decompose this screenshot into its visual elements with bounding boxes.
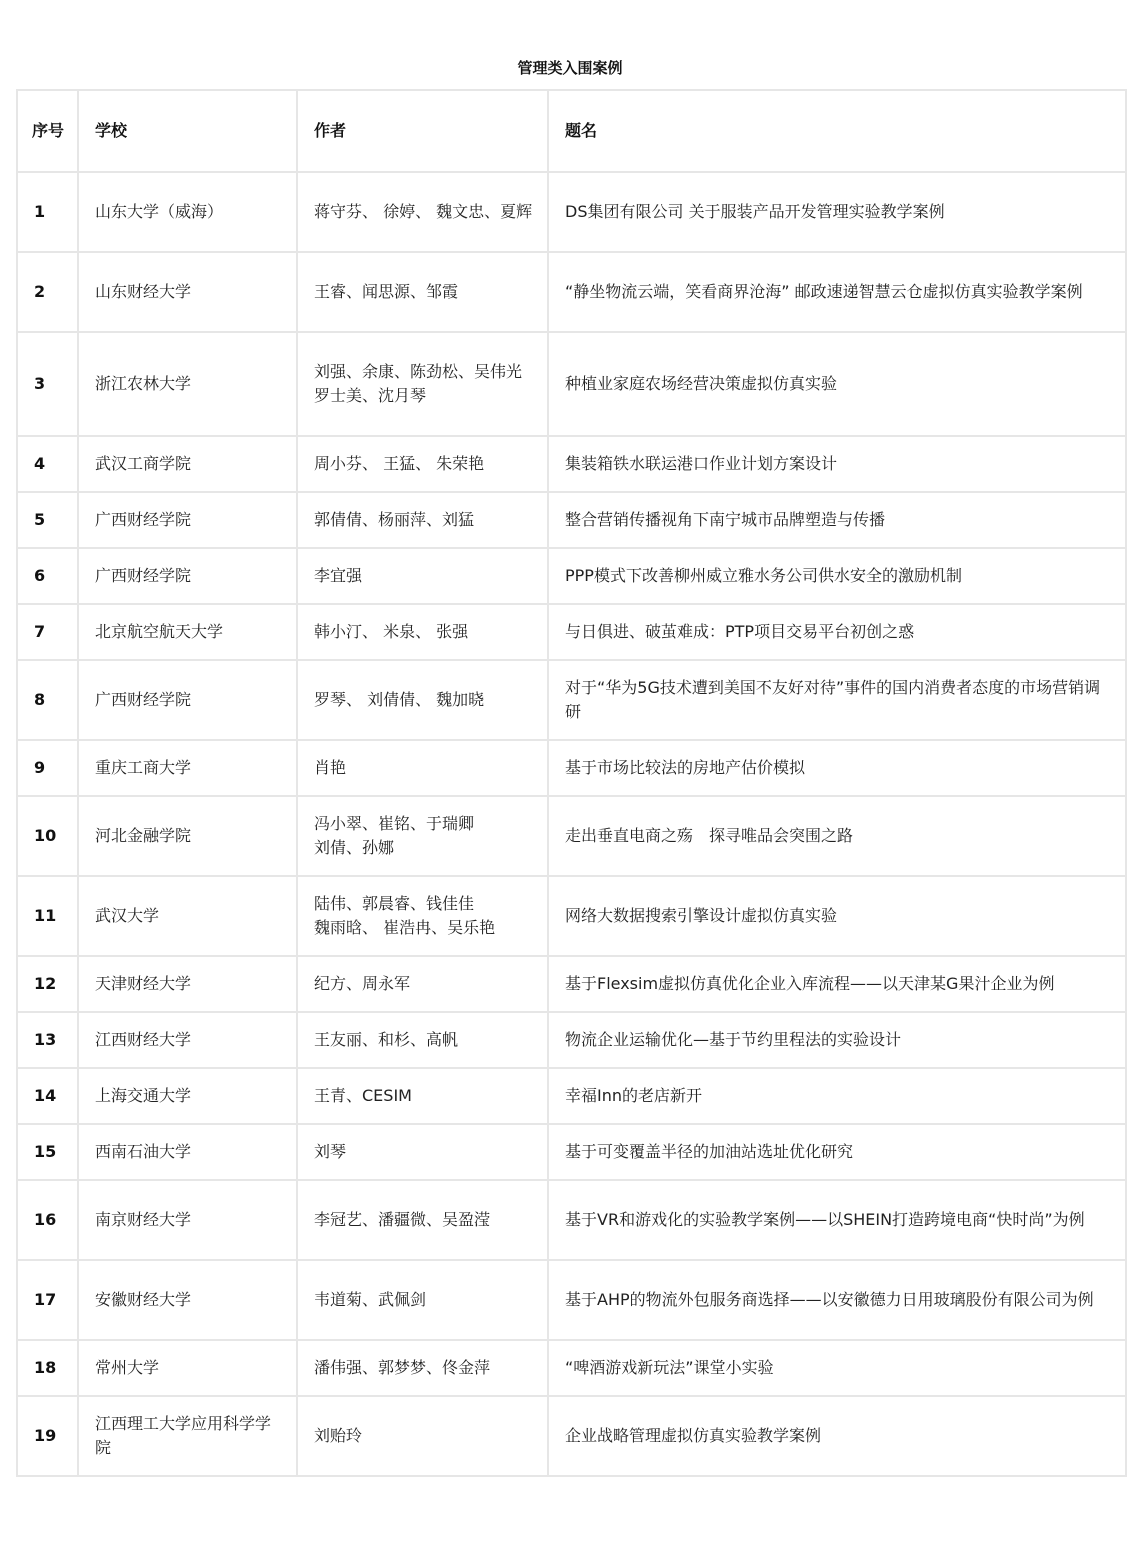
row-school: 天津财经大学 bbox=[78, 956, 297, 1012]
table-row bbox=[17, 796, 1126, 876]
table-row bbox=[17, 660, 1126, 740]
row-school: 上海交通大学 bbox=[78, 1068, 297, 1124]
row-author: 刘琴 bbox=[297, 1124, 548, 1180]
row-author: 陆伟、郭晨睿、钱佳佳 魏雨晗、 崔浩冉、吴乐艳 bbox=[297, 876, 548, 956]
table-row bbox=[17, 1124, 1126, 1180]
row-school: 广西财经学院 bbox=[78, 492, 297, 548]
row-title: 种植业家庭农场经营决策虚拟仿真实验 bbox=[548, 332, 1126, 436]
table-row bbox=[17, 740, 1126, 796]
header-school: 学校 bbox=[78, 90, 297, 172]
row-author: 刘贻玲 bbox=[297, 1396, 548, 1476]
row-no: 15 bbox=[17, 1124, 78, 1180]
row-school: 西南石油大学 bbox=[78, 1124, 297, 1180]
row-school: 武汉工商学院 bbox=[78, 436, 297, 492]
row-title: 集装箱铁水联运港口作业计划方案设计 bbox=[548, 436, 1126, 492]
table-row bbox=[17, 1260, 1126, 1340]
row-no: 12 bbox=[17, 956, 78, 1012]
table-row bbox=[17, 1340, 1126, 1396]
row-author: 肖艳 bbox=[297, 740, 548, 796]
row-no: 10 bbox=[17, 796, 78, 876]
row-school: 广西财经学院 bbox=[78, 660, 297, 740]
row-school: 南京财经大学 bbox=[78, 1180, 297, 1260]
row-school: 浙江农林大学 bbox=[78, 332, 297, 436]
row-no: 8 bbox=[17, 660, 78, 740]
row-no: 11 bbox=[17, 876, 78, 956]
row-no: 5 bbox=[17, 492, 78, 548]
row-author: 蒋守芬、 徐婷、 魏文忠、夏辉 bbox=[297, 172, 548, 252]
row-title: 基于可变覆盖半径的加油站选址优化研究 bbox=[548, 1124, 1126, 1180]
row-title: 基于Flexsim虚拟仿真优化企业入库流程——以天津某G果汁企业为例 bbox=[548, 956, 1126, 1012]
row-title: DS集团有限公司 关于服装产品开发管理实验教学案例 bbox=[548, 172, 1126, 252]
row-title: 基于AHP的物流外包服务商选择——以安徽德力日用玻璃股份有限公司为例 bbox=[548, 1260, 1126, 1340]
header-author: 作者 bbox=[297, 90, 548, 172]
row-author: 王青、CESIM bbox=[297, 1068, 548, 1124]
row-title: 基于市场比较法的房地产估价模拟 bbox=[548, 740, 1126, 796]
row-school: 北京航空航天大学 bbox=[78, 604, 297, 660]
row-school: 山东大学（威海） bbox=[78, 172, 297, 252]
page-title: 管理类入围案例 bbox=[517, 59, 623, 77]
row-no: 7 bbox=[17, 604, 78, 660]
table-row bbox=[17, 1180, 1126, 1260]
row-title: 幸福Inn的老店新开 bbox=[548, 1068, 1126, 1124]
row-school: 武汉大学 bbox=[78, 876, 297, 956]
row-no: 6 bbox=[17, 548, 78, 604]
table-row bbox=[17, 876, 1126, 956]
row-author: 李宜强 bbox=[297, 548, 548, 604]
row-no: 17 bbox=[17, 1260, 78, 1340]
row-school: 山东财经大学 bbox=[78, 252, 297, 332]
row-author: 刘强、余康、陈劲松、吴伟光 罗士美、沈月琴 bbox=[297, 332, 548, 436]
row-no: 2 bbox=[17, 252, 78, 332]
table-row bbox=[17, 956, 1126, 1012]
table-row bbox=[17, 172, 1126, 252]
row-title: 整合营销传播视角下南宁城市品牌塑造与传播 bbox=[548, 492, 1126, 548]
table-row bbox=[17, 252, 1126, 332]
table-row bbox=[17, 1068, 1126, 1124]
row-title: 对于“华为5G技术遭到美国不友好对待”事件的国内消费者态度的市场营销调研 bbox=[548, 660, 1126, 740]
row-title: 企业战略管理虚拟仿真实验教学案例 bbox=[548, 1396, 1126, 1476]
row-school: 江西理工大学应用科学学院 bbox=[78, 1396, 297, 1476]
row-author: 王睿、闻思源、邹霞 bbox=[297, 252, 548, 332]
row-author: 李冠艺、潘疆微、吴盈滢 bbox=[297, 1180, 548, 1260]
row-author: 冯小翠、崔铭、于瑞卿 刘倩、孙娜 bbox=[297, 796, 548, 876]
row-school: 常州大学 bbox=[78, 1340, 297, 1396]
row-no: 18 bbox=[17, 1340, 78, 1396]
row-author: 郭倩倩、杨丽萍、刘猛 bbox=[297, 492, 548, 548]
row-school: 河北金融学院 bbox=[78, 796, 297, 876]
row-author: 王友丽、和杉、高帆 bbox=[297, 1012, 548, 1068]
row-title: PPP模式下改善柳州威立雅水务公司供水安全的激励机制 bbox=[548, 548, 1126, 604]
row-school: 安徽财经大学 bbox=[78, 1260, 297, 1340]
row-author: 纪方、周永军 bbox=[297, 956, 548, 1012]
row-no: 9 bbox=[17, 740, 78, 796]
row-title: “静坐物流云端，笑看商界沧海” 邮政速递智慧云仓虚拟仿真实验教学案例 bbox=[548, 252, 1126, 332]
row-school: 重庆工商大学 bbox=[78, 740, 297, 796]
row-no: 13 bbox=[17, 1012, 78, 1068]
row-author: 韩小汀、 米泉、 张强 bbox=[297, 604, 548, 660]
table-row bbox=[17, 332, 1126, 436]
case-table bbox=[16, 89, 1127, 1477]
row-author: 潘伟强、郭梦梦、佟金萍 bbox=[297, 1340, 548, 1396]
row-no: 4 bbox=[17, 436, 78, 492]
row-title: “啤酒游戏新玩法”课堂小实验 bbox=[548, 1340, 1126, 1396]
row-no: 14 bbox=[17, 1068, 78, 1124]
row-title: 物流企业运输优化—基于节约里程法的实验设计 bbox=[548, 1012, 1126, 1068]
row-title: 与日俱进、破茧难成：PTP项目交易平台初创之惑 bbox=[548, 604, 1126, 660]
row-title: 基于VR和游戏化的实验教学案例——以SHEIN打造跨境电商“快时尚”为例 bbox=[548, 1180, 1126, 1260]
row-no: 16 bbox=[17, 1180, 78, 1260]
header-title: 题名 bbox=[548, 90, 1126, 172]
header-no: 序号 bbox=[17, 90, 78, 172]
row-author: 罗琴、 刘倩倩、 魏加晓 bbox=[297, 660, 548, 740]
table-row bbox=[17, 436, 1126, 492]
row-author: 韦道菊、武佩剑 bbox=[297, 1260, 548, 1340]
row-title: 走出垂直电商之殇 探寻唯品会突围之路 bbox=[548, 796, 1126, 876]
table-header-row bbox=[17, 90, 1126, 172]
row-author: 周小芬、 王猛、 朱荣艳 bbox=[297, 436, 548, 492]
row-no: 19 bbox=[17, 1396, 78, 1476]
row-no: 1 bbox=[17, 172, 78, 252]
table-row bbox=[17, 604, 1126, 660]
row-school: 广西财经学院 bbox=[78, 548, 297, 604]
row-school: 江西财经大学 bbox=[78, 1012, 297, 1068]
row-no: 3 bbox=[17, 332, 78, 436]
table-row bbox=[17, 1012, 1126, 1068]
table-row bbox=[17, 1396, 1126, 1476]
row-title: 网络大数据搜索引擎设计虚拟仿真实验 bbox=[548, 876, 1126, 956]
table-row bbox=[17, 548, 1126, 604]
table-row bbox=[17, 492, 1126, 548]
